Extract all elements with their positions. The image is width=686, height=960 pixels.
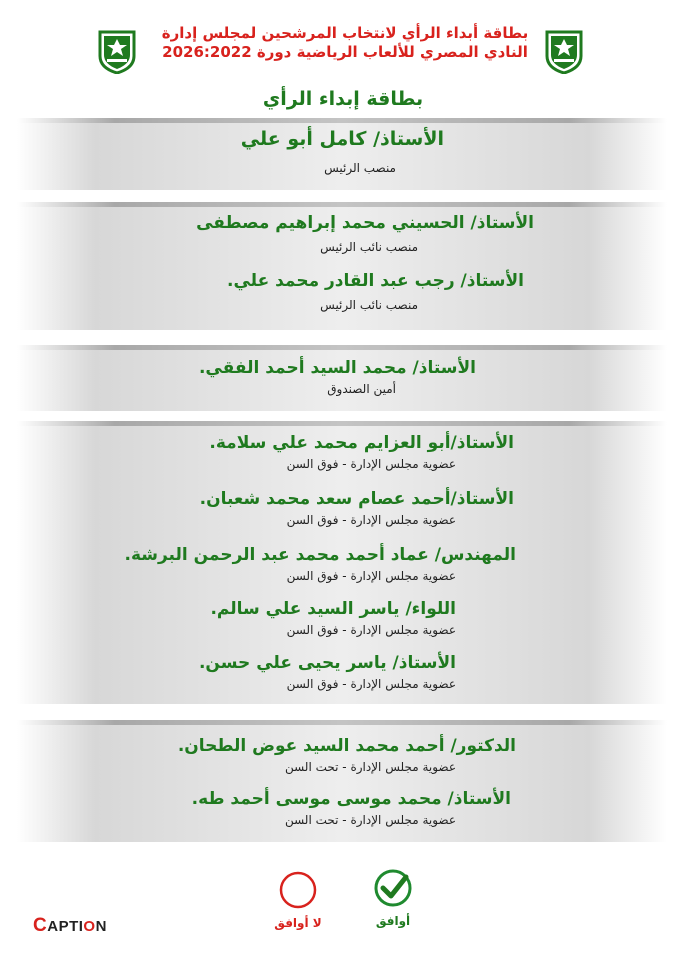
title-line-1: بطاقة أبداء الرأي لانتخاب المرشحين لمجلس إدارة — [161, 24, 529, 42]
candidate-name: الأستاذ/أبو العزايم محمد علي سلامة. — [209, 433, 514, 453]
empty-circle-icon — [278, 870, 318, 910]
disagree-label: لا أوافق — [274, 916, 322, 930]
candidate-position: عضوية مجلس الإدارة - فوق السن — [286, 569, 456, 583]
candidate-item — [178, 735, 516, 776]
candidate-position: عضوية مجلس الإدارة - فوق السن — [286, 457, 456, 471]
candidate-name: اللواء/ ياسر السيد علي سالم. — [210, 599, 456, 619]
candidate-item — [192, 788, 511, 829]
candidate-position: منصب نائب الرئيس — [320, 240, 418, 254]
disagree-option[interactable] — [268, 870, 328, 930]
ballot-header — [0, 22, 686, 82]
candidate-name: الأستاذ/ الحسيني محمد إبراهيم مصطفى — [196, 213, 534, 233]
caption-brand-logo: CAPTION — [33, 915, 107, 936]
agree-label: أوافق — [375, 914, 411, 928]
candidate-position: منصب نائب الرئيس — [320, 298, 418, 312]
candidate-item — [199, 652, 456, 693]
title-line-2: النادي المصري للألعاب الرياضية دورة 2026:2022 — [162, 43, 528, 61]
candidate-item — [241, 128, 444, 177]
candidate-name: المهندس/ عماد أحمد محمد عبد الرحمن البرشة. — [124, 545, 516, 565]
candidate-item — [125, 544, 517, 585]
candidate-name: الأستاذ/أحمد عصام سعد محمد شعبان. — [199, 489, 514, 509]
candidate-name: الأستاذ/ رجب عبد القادر محمد علي. — [226, 271, 524, 291]
ballot-title — [150, 24, 540, 62]
candidate-name: الأستاذ/ ياسر يحيى علي حسن. — [198, 653, 456, 673]
candidate-position: عضوية مجلس الإدارة - فوق السن — [286, 677, 456, 691]
candidate-item — [227, 270, 524, 314]
candidate-item — [196, 212, 534, 256]
candidate-name: الدكتور/ أحمد محمد السيد عوض الطحان. — [177, 736, 516, 756]
candidate-item — [209, 432, 514, 473]
agree-option[interactable] — [368, 868, 418, 928]
candidate-position: عضوية مجلس الإدارة - فوق السن — [286, 513, 456, 527]
candidate-position: أمين الصندوق — [327, 382, 396, 396]
candidate-item — [210, 598, 456, 639]
candidate-name: الأستاذ/ محمد السيد أحمد الفقي. — [198, 358, 476, 378]
candidate-position: عضوية مجلس الإدارة - تحت السن — [284, 813, 456, 827]
candidate-position: منصب الرئيس — [324, 161, 396, 175]
checkmark-circle-icon — [373, 868, 413, 908]
candidate-item — [200, 488, 514, 529]
candidate-position: عضوية مجلس الإدارة - فوق السن — [286, 623, 456, 637]
al-masry-club-emblem-icon — [543, 28, 585, 74]
candidate-name: الأستاذ/ كامل أبو علي — [240, 128, 444, 150]
al-masry-club-emblem-icon — [96, 28, 138, 74]
candidate-position: عضوية مجلس الإدارة - تحت السن — [284, 760, 456, 774]
ballot-subtitle: بطاقة إبداء الرأي — [262, 88, 424, 110]
candidate-item — [199, 357, 476, 398]
candidate-name: الأستاذ/ محمد موسى موسى أحمد طه. — [191, 789, 511, 809]
